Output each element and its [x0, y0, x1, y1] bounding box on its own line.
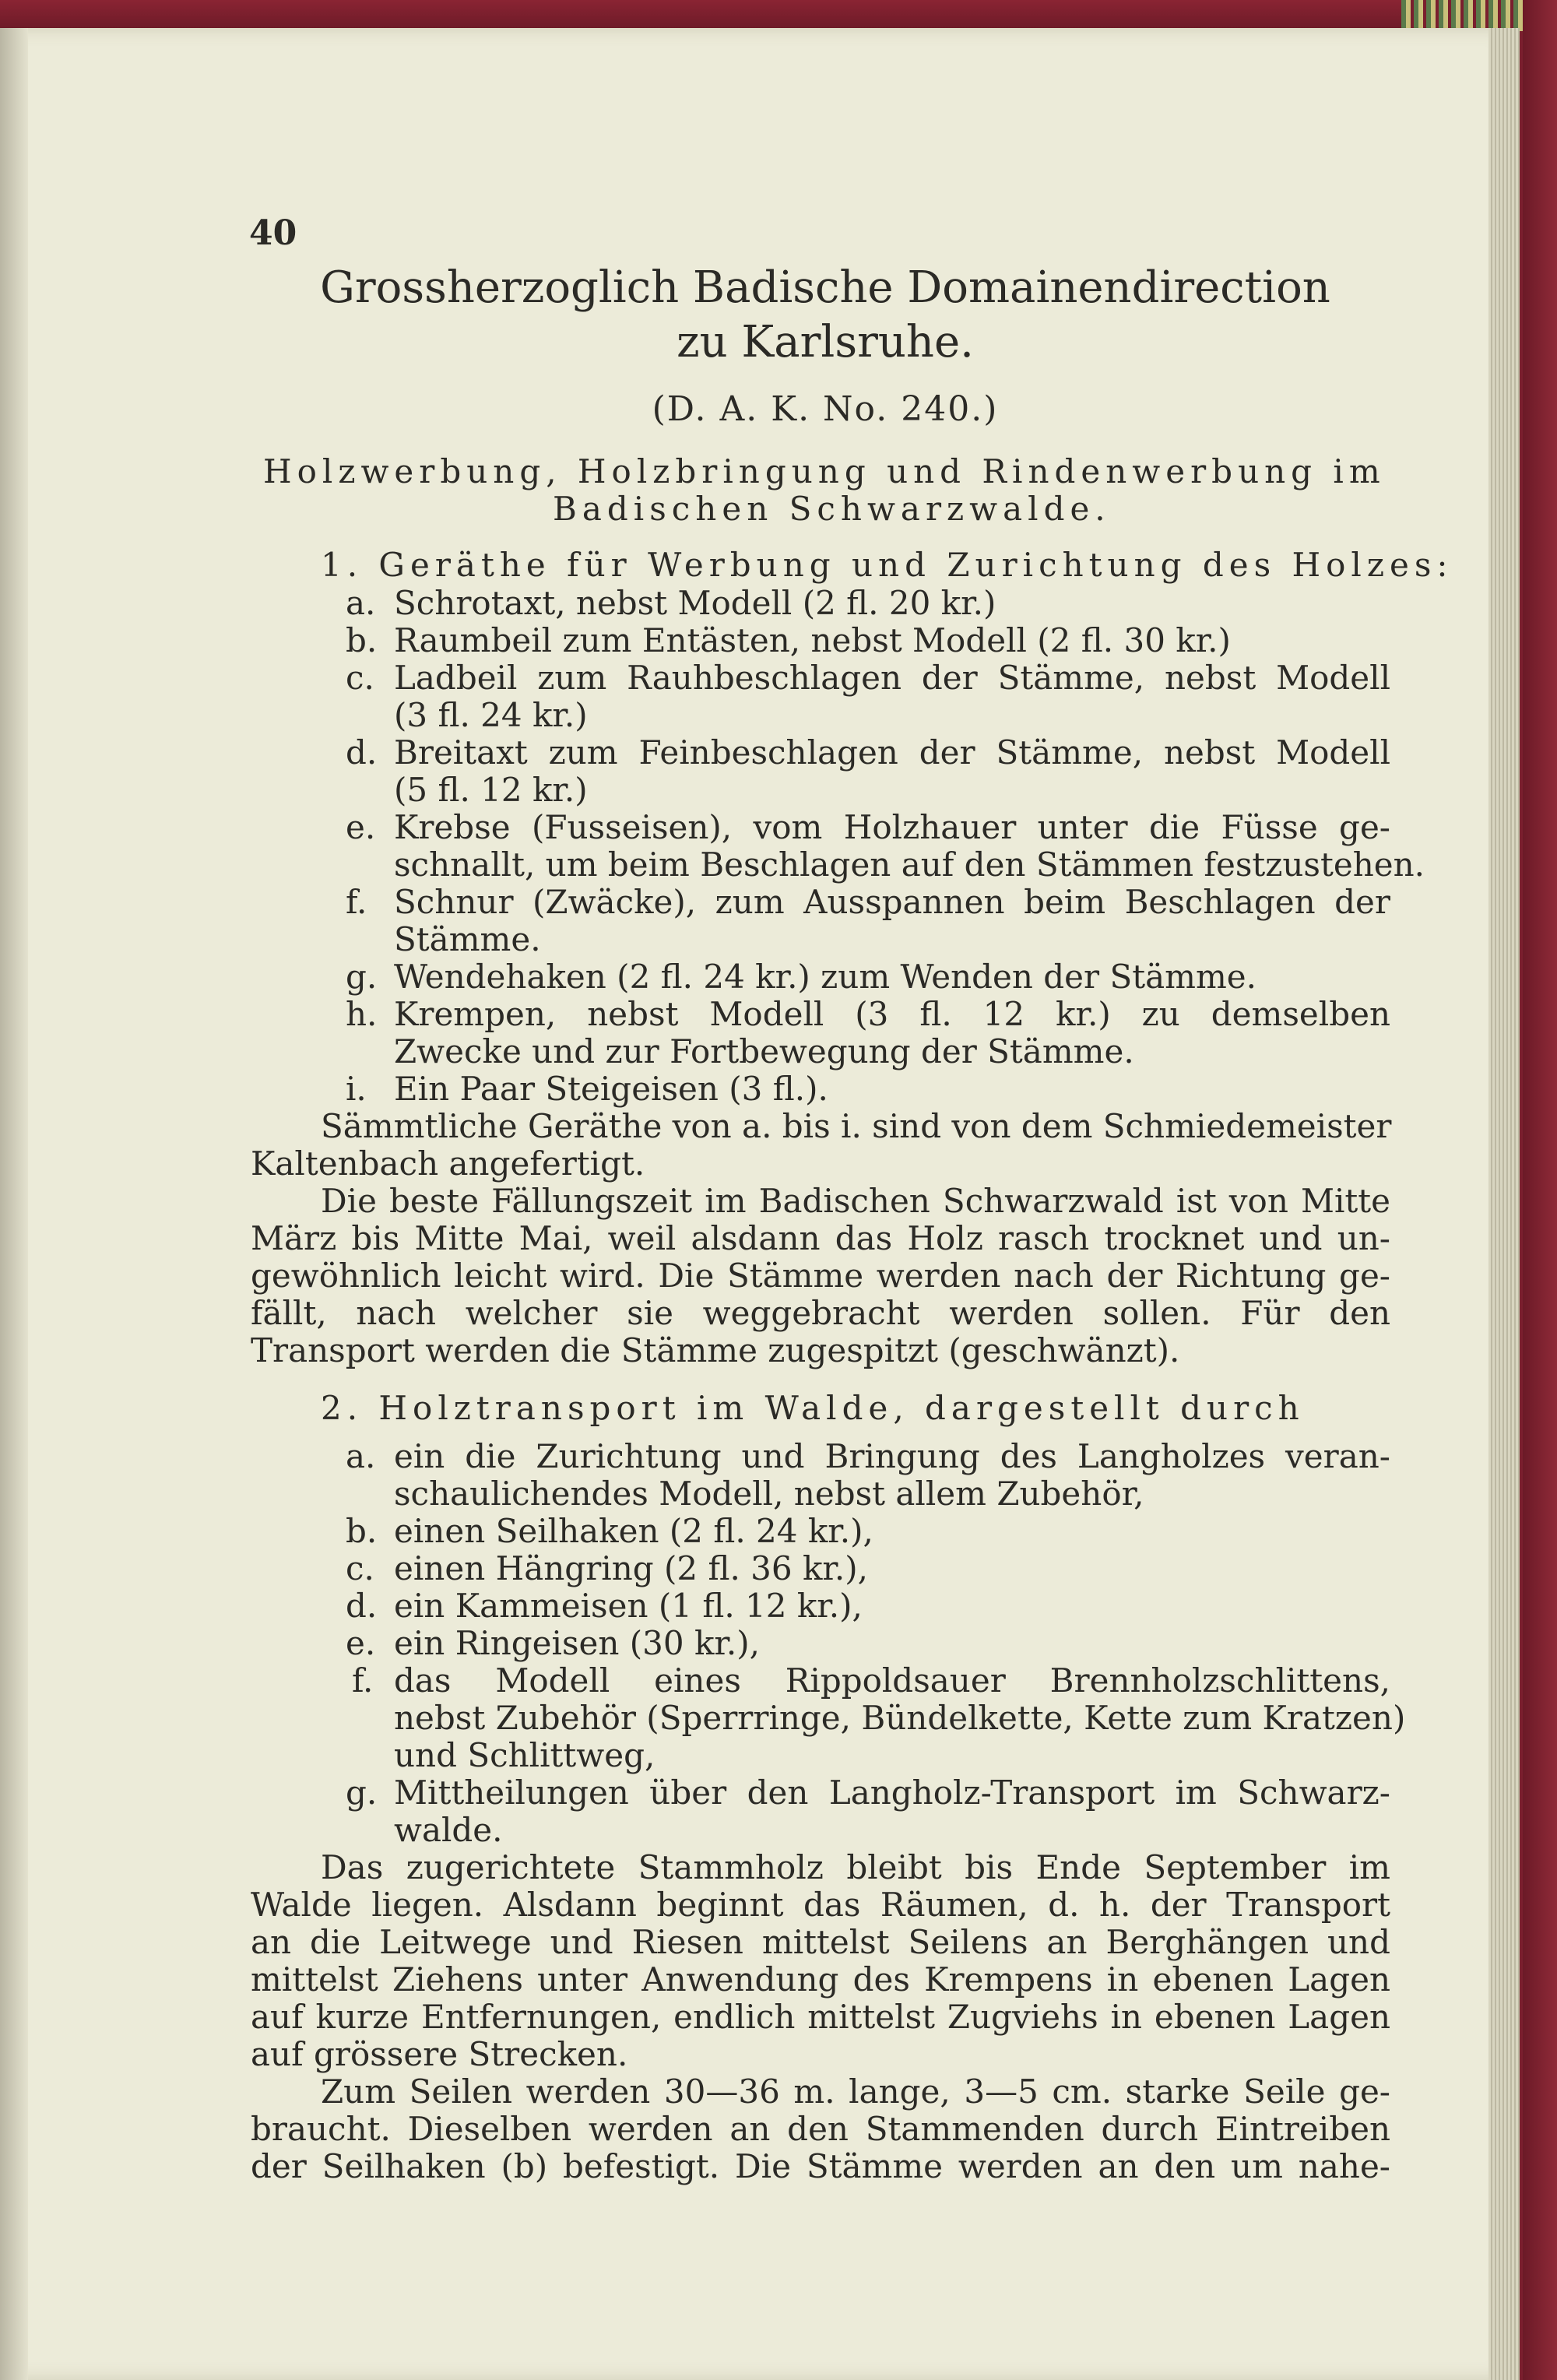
list-item: das Modell eines Rippoldsauer Brennholzschlittens,	[394, 1661, 1390, 1700]
paragraph-line: Kaltenbach angefertigt.	[251, 1144, 645, 1183]
paragraph-line: mittelst Ziehens unter Anwendung des Krempens in ebenen Lagen	[251, 1960, 1390, 1999]
list-item: ein Kammeisen (1 fl. 12 kr.),	[394, 1587, 863, 1625]
heading-line-1: Holzwerbung, Holzbringung und Rindenwerbung im	[263, 452, 1386, 490]
list-item-continuation: Zwecke und zur Fortbewegung der Stämme.	[394, 1032, 1134, 1070]
list-item: Krebse (Fusseisen), vom Holzhauer unter die Füsse ge-	[394, 808, 1390, 846]
title-line-1: Grossherzoglich Badische Domainendirection	[320, 262, 1330, 313]
list-item: Breitaxt zum Feinbeschlagen der Stämme, nebst Modell	[394, 733, 1390, 772]
list-item-marker: e.	[346, 1624, 376, 1662]
paragraph-line: Das zugerichtete Stammholz bleibt bis Ende September im	[321, 1848, 1390, 1886]
paragraph-line: auf kurze Entfernungen, endlich mittelst Zugviehs in ebenen Lagen	[251, 1998, 1390, 2036]
list-item: Schnur (Zwäcke), zum Ausspannen beim Beschlagen der	[394, 883, 1390, 921]
paragraph-line: gewöhnlich leicht wird. Die Stämme werden nach der Richtung ge-	[251, 1257, 1390, 1295]
list-item-marker: e.	[346, 808, 376, 846]
list-item-marker: b.	[346, 1512, 378, 1550]
paragraph-line: auf grössere Strecken.	[251, 2035, 628, 2073]
paragraph-line: an die Leitwege und Riesen mittelst Seilens an Berghängen und	[251, 1923, 1390, 1961]
list-item-continuation: walde.	[394, 1811, 503, 1849]
list-item-marker: f.	[352, 1661, 374, 1700]
list-item: Raumbeil zum Entästen, nebst Modell (2 fl. 30 kr.)	[394, 621, 1231, 659]
list-item: Mittheilungen über den Langholz-Transport im Schwarz-	[394, 1774, 1390, 1812]
section-2-heading: 2. Holztransport im Walde, dargestellt durch	[321, 1389, 1305, 1427]
list-item-marker: a.	[346, 1437, 376, 1475]
list-item-continuation: schaulichendes Modell, nebst allem Zubehör,	[394, 1475, 1144, 1513]
list-item-marker: i.	[346, 1070, 367, 1108]
paragraph-line: Zum Seilen werden 30—36 m. lange, 3—5 cm. starke Seile ge-	[321, 2072, 1390, 2111]
list-item-marker: h.	[346, 995, 378, 1033]
list-item: einen Hängring (2 fl. 36 kr.),	[394, 1549, 868, 1587]
list-item-marker: d.	[346, 1587, 378, 1625]
paragraph-line: Sämmtliche Geräthe von a. bis i. sind von dem Schmiedemeister	[321, 1107, 1392, 1145]
list-item: Krempen, nebst Modell (3 fl. 12 kr.) zu demselben	[394, 995, 1390, 1033]
paragraph-line: braucht. Dieselben werden an den Stammenden durch Eintreiben	[251, 2110, 1390, 2148]
paragraph-line: Walde liegen. Alsdann beginnt das Räumen, d. h. der Transport	[251, 1886, 1390, 1924]
page-number: 40	[249, 213, 297, 253]
heading-line-2: Badischen Schwarzwalde.	[553, 490, 1111, 528]
list-item-marker: d.	[346, 733, 378, 772]
list-item: ein Ringeisen (30 kr.),	[394, 1624, 760, 1662]
section-1-heading: 1. Geräthe für Werbung und Zurichtung des Holzes:	[321, 546, 1453, 584]
page-text	[0, 28, 1520, 2380]
list-item-marker: c.	[346, 1549, 374, 1587]
list-item: Ladbeil zum Rauhbeschlagen der Stämme, nebst Modell	[394, 659, 1390, 697]
list-item-marker: f.	[346, 883, 367, 921]
list-item-marker: b.	[346, 621, 378, 659]
list-item: Schrotaxt, nebst Modell (2 fl. 20 kr.)	[394, 584, 996, 622]
catalog-reference: (D. A. K. No. 240.)	[652, 389, 999, 429]
paragraph-line: fällt, nach welcher sie weggebracht werden sollen. Für den	[251, 1294, 1390, 1332]
list-item-marker: a.	[346, 584, 376, 622]
list-item: Ein Paar Steigeisen (3 fl.).	[394, 1070, 828, 1108]
list-item-continuation: schnallt, um beim Beschlagen auf den Stämmen festzustehen.	[394, 845, 1425, 884]
title-line-2: zu Karlsruhe.	[677, 317, 974, 367]
list-item-continuation: Stämme.	[394, 920, 541, 958]
paragraph-line: Transport werden die Stämme zugespitzt (geschwänzt).	[251, 1331, 1180, 1369]
list-item-marker: g.	[346, 1774, 378, 1812]
list-item-continuation: (5 fl. 12 kr.)	[394, 771, 588, 809]
book-cover-top	[0, 0, 1557, 31]
list-item-continuation: (3 fl. 24 kr.)	[394, 696, 588, 734]
paragraph-line: der Seilhaken (b) befestigt. Die Stämme werden an den um nahe-	[251, 2147, 1390, 2185]
list-item: ein die Zurichtung und Bringung des Langholzes veran-	[394, 1437, 1390, 1475]
book-cover-right	[1523, 0, 1557, 2380]
list-item-continuation: nebst Zubehör (Sperrringe, Bündelkette, Kette zum Kratzen)	[394, 1699, 1406, 1737]
list-item-marker: g.	[346, 958, 378, 996]
list-item-marker: c.	[346, 659, 374, 697]
list-item: Wendehaken (2 fl. 24 kr.) zum Wenden der Stämme.	[394, 958, 1257, 996]
paragraph-line: Die beste Fällungszeit im Badischen Schwarzwald ist von Mitte	[321, 1182, 1390, 1220]
list-item-continuation: und Schlittweg,	[394, 1736, 655, 1774]
book-page	[0, 28, 1520, 2380]
list-item: einen Seilhaken (2 fl. 24 kr.),	[394, 1512, 873, 1550]
paragraph-line: März bis Mitte Mai, weil alsdann das Holz rasch trocknet und un-	[251, 1219, 1390, 1257]
